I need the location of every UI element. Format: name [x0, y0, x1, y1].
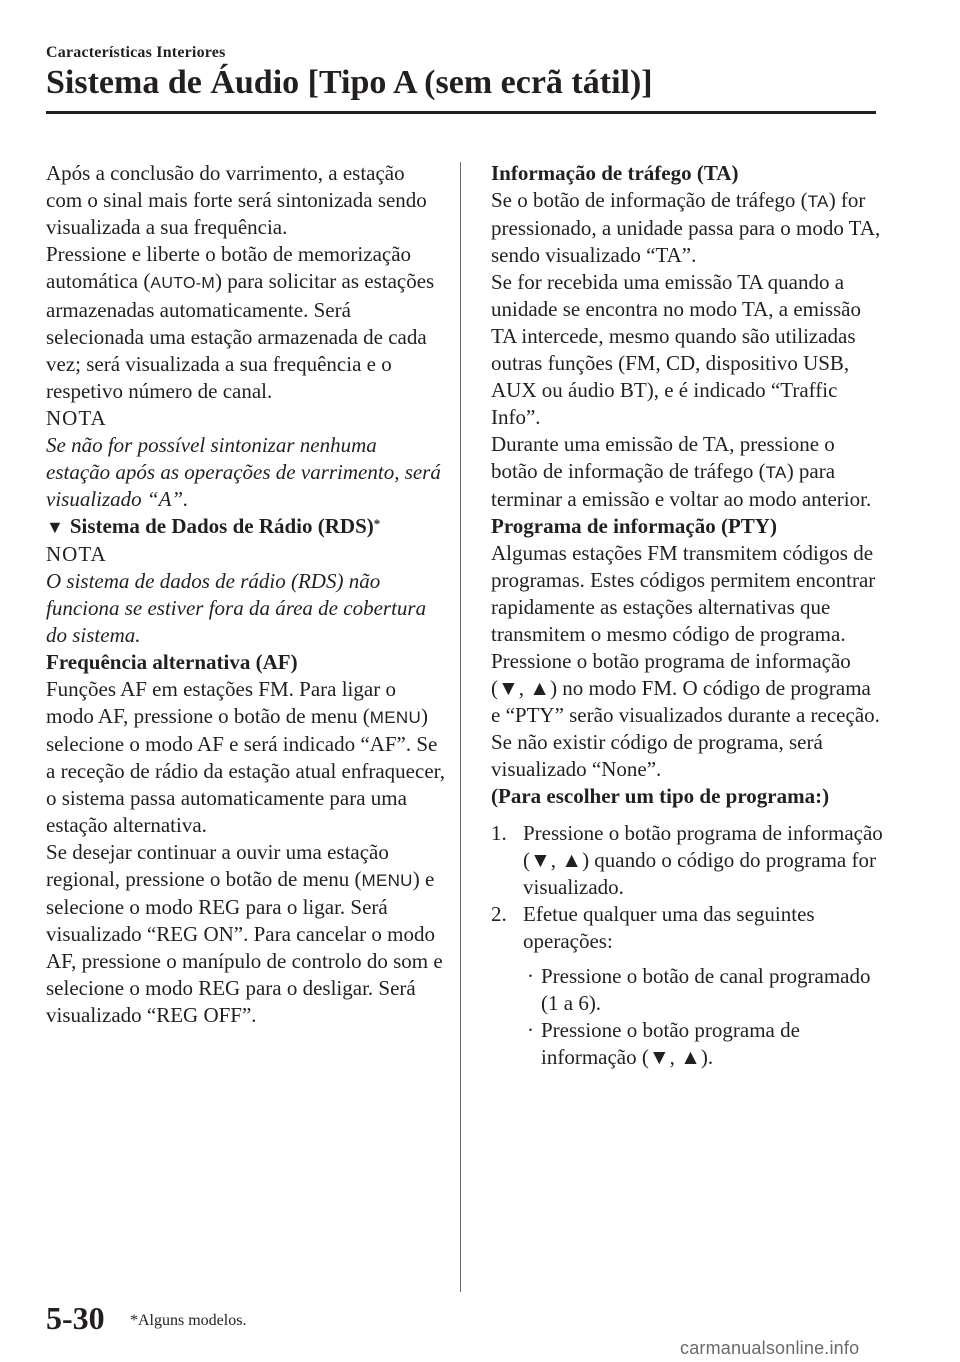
ta-button-label: TA: [807, 192, 829, 211]
bullet-text: Pressione o botão de canal programado (1 a 6).: [541, 964, 871, 1015]
step-number: 1.: [491, 821, 507, 845]
af-heading: Frequência alternativa (AF): [46, 650, 298, 674]
ta-broadcast-text: Se for recebida uma emissão TA quando a unidade se encontra no modo TA, a emissão TA intercede, mesmo quando são utilizadas outras funções (FM, CD, dispositivo USB, AUX ou áudio BT), e é indicado “Traffic Info”.: [491, 270, 862, 429]
menu-button-label: MENU: [361, 871, 413, 890]
list-item: [491, 1017, 883, 1071]
af-text: Funções AF em estações FM. Para ligar o modo AF, pressione o botão de menu (: [46, 677, 396, 728]
watermark-text: carmanualsonline.info: [680, 1338, 860, 1358]
af-text-end: ) selecione o modo AF e será indicado “AF”. Se a receção de rádio da estação atual enfraquecer, o sistema passa automaticamente para uma estação alternativa.: [46, 704, 446, 837]
af-paragraph: [46, 676, 446, 839]
reg-text-end: ) e selecione o modo REG para o ligar. Será visualizado “REG ON”. Para cancelar o modo AF, pressione o manípulo de controlo do som e selecione o modo REG para o desligar. Será visualizado “REG OFF”.: [46, 867, 443, 1027]
note-text: Se não for possível sintonizar nenhuma estação após as operações de varrimento, será visualizado “A”.: [46, 433, 441, 511]
step-number: 2.: [491, 902, 507, 926]
auto-memory-text: Pressione e liberte o botão de memorização automática (: [46, 242, 412, 293]
section-label: Características Interiores: [46, 44, 226, 61]
page-number: 5-30: [46, 1300, 105, 1336]
list-item: [491, 820, 883, 901]
bullet-dot: ·: [527, 964, 534, 988]
step-text: Pressione o botão programa de informação (▼, ▲) quando o código do programa for visualizado.: [523, 821, 883, 899]
list-item: [491, 901, 883, 955]
ta-text-end: ) for pressionado, a unidade passa para o modo TA, sendo visualizado “TA”.: [491, 188, 881, 267]
rds-heading: [46, 513, 446, 541]
bullet-dot: ·: [527, 1018, 534, 1042]
ta-broadcast-paragraph: [491, 269, 883, 513]
chapter-title: Sistema de Áudio [Tipo A (sem ecrã tátil)]: [46, 64, 653, 101]
note-title: NOTA: [46, 406, 107, 430]
rds-heading-text: Sistema de Dados de Rádio (RDS): [69, 514, 374, 538]
ta-end-text: Durante uma emissão de TA, pressione o botão de informação de tráfego (: [491, 432, 835, 483]
right-column: [491, 160, 883, 1071]
ta-text: Se o botão de informação de tráfego (: [491, 188, 808, 212]
menu-button-label: MENU: [369, 708, 422, 727]
reg-text: Se desejar continuar a ouvir uma estação regional, pressione o botão de menu (: [46, 840, 389, 891]
header-rule: [46, 111, 876, 114]
pty-heading: Programa de informação (PTY): [491, 514, 777, 538]
column-divider: [460, 162, 461, 1292]
list-item: [491, 963, 883, 1017]
note-title: NOTA: [46, 542, 107, 566]
bullet-text: Pressione o botão programa de informação (▼, ▲).: [541, 1018, 800, 1069]
triangle-down-icon: ▼: [46, 517, 64, 537]
footnote-star: *: [373, 516, 381, 531]
ta-heading: Informação de tráfego (TA): [491, 161, 739, 185]
ta-paragraph: [491, 187, 883, 269]
choose-program-heading: (Para escolher um tipo de programa:): [491, 784, 830, 808]
auto-m-button-label: AUTO-M: [150, 275, 215, 292]
step-text: Efetue qualquer uma das seguintes operações:: [523, 902, 815, 953]
pty-paragraph: Algumas estações FM transmitem códigos de programas. Estes códigos permitem encontrar rapidamente as estações alternativas que transmitem o mesmo código de programa.: [491, 541, 876, 646]
reg-paragraph: [46, 839, 446, 1029]
ta-button-label: TA: [765, 463, 787, 482]
pty-paragraph: Pressione o botão programa de informação (▼, ▲) no modo FM. O código de programa e “PTY” serão visualizados durante a receção. Se não existir código de programa, será visualizado “None”.: [491, 649, 880, 781]
ta-end-text-end: ) para terminar a emissão e voltar ao modo anterior.: [491, 459, 872, 511]
scan-paragraph: [46, 160, 446, 405]
scan-text: Após a conclusão do varrimento, a estação com o sinal mais forte será sintonizada sendo visualizada a sua frequência.: [46, 161, 427, 239]
note-text: O sistema de dados de rádio (RDS) não funciona se estiver fora da área de cobertura do sistema.: [46, 569, 427, 647]
footnote: *Alguns modelos.: [130, 1312, 247, 1329]
auto-memory-text-end: ) para solicitar as estações armazenadas automaticamente. Será selecionada uma estação armazenada de cada vez; será visualizada a sua frequência e o respetivo número de canal.: [46, 269, 435, 403]
left-column: [46, 160, 446, 1029]
